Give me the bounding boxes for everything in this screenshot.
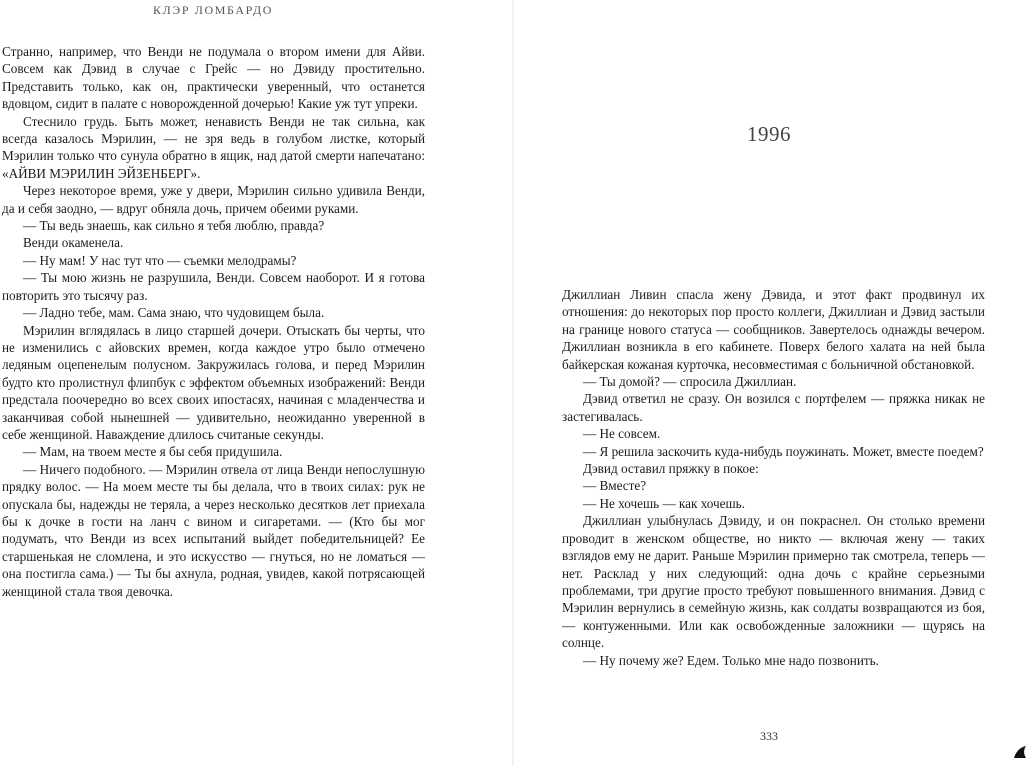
paragraph: Мэрилин вглядялась в лицо старшей дочери. Отыскать бы черты, что не изменились с айовских времен, когда каждое утро было отмечено ледяным оцепенелым полусном. Закружилась голова, и перед Мэрилин будто кто пролистнул флипбук с эффектом объемных изображений: Венди предстала поочередно во всех своих ипостасях, начиная с младенчества и заканчивая собой нынешней — удивительно, неожиданно уверенной в себе женщиной. Наваждение длилось считаные секунды. xyxy=(2,322,425,442)
paragraph: Джиллиан Ливин спасла жену Дэвида, и этот факт продвинул их отношения: до некоторых пор просто коллеги, Джиллиан и Дэвид застыли на границе нового статуса — сообщников. Завертелось однажды вечером. Джиллиан возникла в его кабинете. Поверх белого халата на ней была байкерская кожаная курточка, несовместимая с больничной обстановкой. xyxy=(562,287,985,372)
paragraph: Дэвид оставил пряжку в покое: xyxy=(583,461,759,477)
dialogue-line: — Не хочешь — как хочешь. xyxy=(583,495,745,511)
dialogue-line: — Ну почему же? Едем. Только мне надо позвонить. xyxy=(583,652,879,668)
dialogue-line: — Ладно тебе, мам. Сама знаю, что чудовищем была. xyxy=(23,305,325,321)
paragraph: Джиллиан улыбнулась Дэвиду, и он покраснел. Он столько времени проводит в женском обществе, но никто — включая жену — таких взглядов ему не дарит. Раньше Мэрилин примерно так смотрела, теперь — нет. Расклад у них следующий: одна дочь с крайне серьезными проблемами, три другие просто требуют повышенного внимания. Дэвид с Мэрилин вернулись в семейную жизнь, как солдаты возвращаются из боя, — контуженными. Или как освобожденные заложники — щурясь на солнце. xyxy=(562,513,985,651)
dialogue-line: — Вместе? xyxy=(583,478,647,494)
chapter-heading: 1996 xyxy=(747,122,791,146)
running-head: КЛЭР ЛОМБАРДО xyxy=(152,3,274,17)
right-page xyxy=(516,0,1032,766)
right-page-body xyxy=(562,286,985,669)
dialogue-line: — Мам, на твоем месте я бы себя придушила. xyxy=(23,444,283,460)
paragraph: Странно, например, что Венди не подумала о втором имени для Айви. Совсем как Дэвид в случае с Грейс — но Дэвиду простительно. Представить только, как он, практически уверенный, что останется вдовцом, сидит в палате с новорожденной дочерью! Какие уж тут упреки. xyxy=(2,44,425,112)
dialogue-line: — Ну мам! У нас тут что — съемки мелодрамы? xyxy=(23,252,297,268)
paragraph: Через некоторое время, уже у двери, Мэрилин сильно удивила Венди, да и себя заодно, — вдруг обняла дочь, причем обеими руками. xyxy=(2,183,425,216)
dialogue-line: — Ты домой? — спросила Джиллиан. xyxy=(583,374,797,390)
paragraph: Стеснило грудь. Быть может, ненависть Венди не так сильна, как всегда казалось Мэрилин, — не зря ведь в голубом листке, который Мэрилин только что сунула обратно в ящик, над датой смерти напечатано: «АЙВИ МЭРИЛИН ЭЙЗЕНБЕРГ». xyxy=(2,113,425,181)
page-number: 333 xyxy=(760,729,778,743)
dialogue-line: — Ты мою жизнь не разрушила, Венди. Совсем наоборот. И я готова повторить это тысячу раз. xyxy=(2,270,425,303)
dialogue-line: — Я решила заскочить куда-нибудь поужинать. Может, вместе поедем? xyxy=(583,443,984,459)
dialogue-line: — Ты ведь знаешь, как сильно я тебя люблю, правда? xyxy=(23,218,325,234)
paragraph: Венди окаменела. xyxy=(23,235,124,251)
paragraph: Дэвид ответил не сразу. Он возился с портфелем — пряжка никак не застегивалась. xyxy=(562,391,985,424)
page-corner-curl-icon xyxy=(1013,745,1027,759)
dialogue-line: — Не совсем. xyxy=(583,426,661,442)
left-page-body xyxy=(2,43,425,600)
dialogue-line: — Ничего подобного. — Мэрилин отвела от лица Венди непослушную прядку волос. — На моем месте ты бы делала, что в твоих силах: рук не опускала бы, надежды не теряла, а через несколько десятков лет приехала бы к дочке в гости на ланч с вином и сигаретами. — (Кто бы мог подумать, что Венди из всех испытаний выйдет победительницей? Ее старшенькая не сломлена, и это искусство — гнуться, но не ломаться — она постигла сама.) — Ты бы ахнула, родная, увидев, какой потрясающей женщиной стала твоя девочка. xyxy=(2,461,425,599)
